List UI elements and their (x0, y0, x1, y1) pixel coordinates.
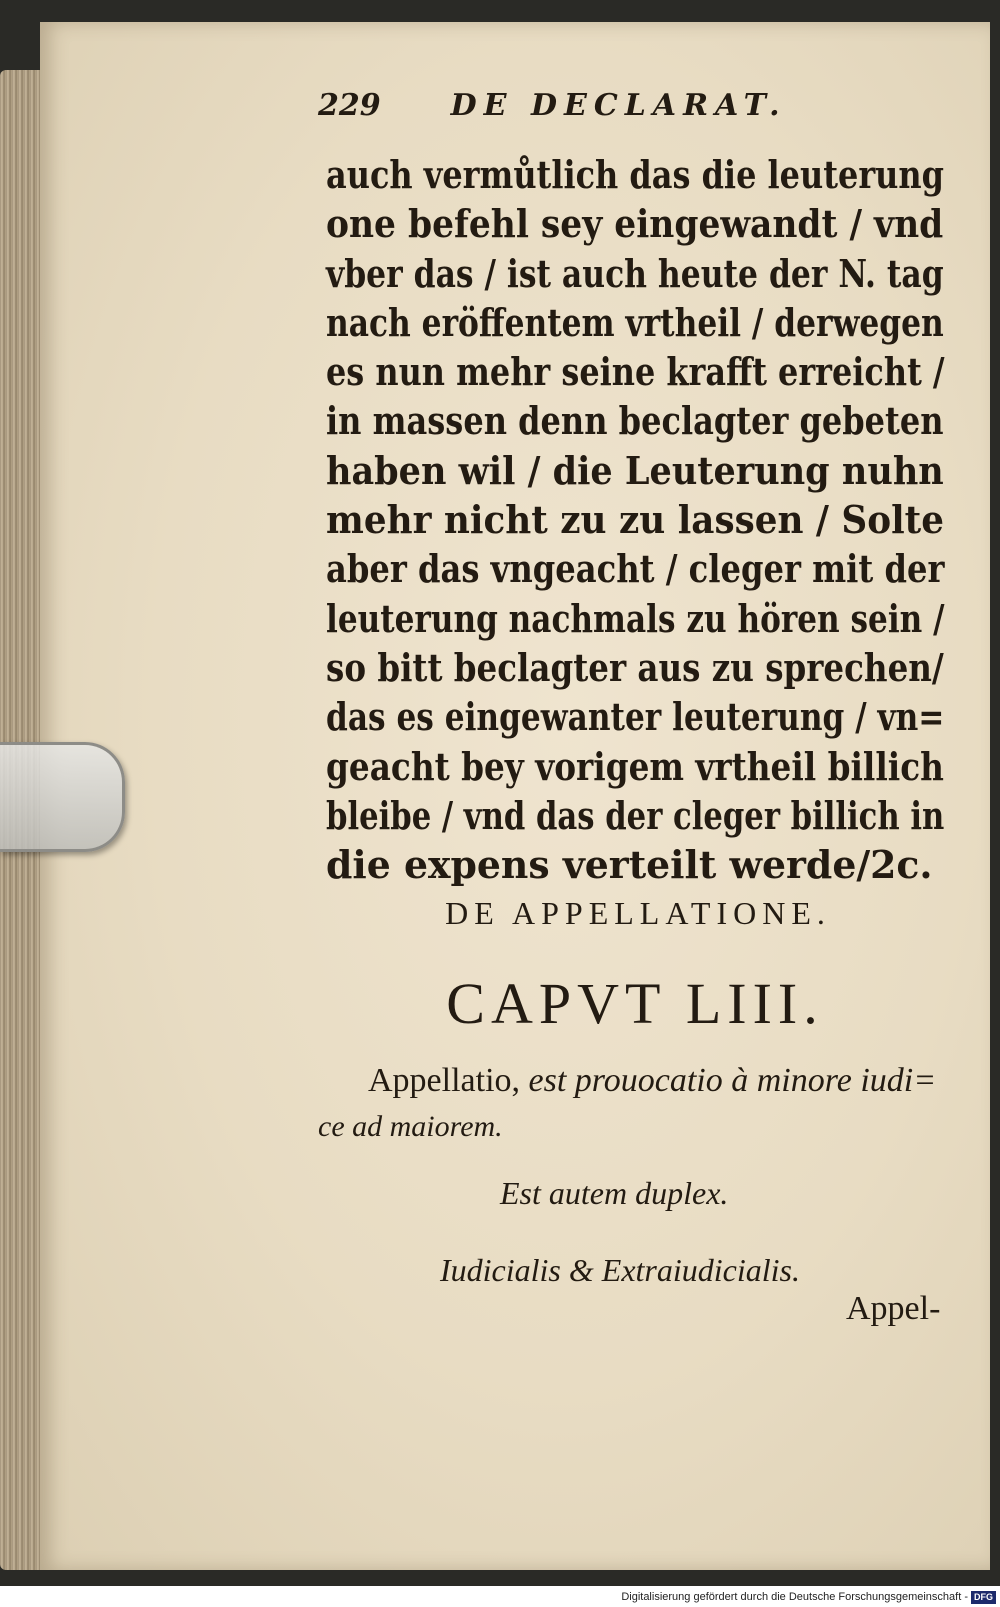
duplex-line: Est autem duplex. (500, 1175, 729, 1211)
body-line: in massen denn beclagter gebeten (326, 398, 944, 444)
body-line: nach eröffentem vrtheil / derwegen (326, 299, 944, 345)
body-line: haben wil / die Leuterung nuhn (326, 447, 944, 493)
page-number: 229 (318, 88, 381, 123)
definition-text: est prouocatio à minore iudi= (528, 1062, 937, 1099)
body-line: vber das / ist auch heute der N. tag (326, 250, 944, 296)
body-line: auch vermůtlich das die leuterung (326, 152, 944, 197)
credit-text: Digitalisierung gefördert durch die Deutsche Forschungsgemeinschaft - (621, 1591, 968, 1603)
body-line: one befehl sey eingewandt / vnd (326, 201, 944, 247)
appeal-kinds-line: Iudicialis & Extraiudicialis. (440, 1252, 800, 1288)
body-line: mehr nicht zu zu lassen / Solte (326, 497, 944, 543)
body-text (326, 150, 948, 889)
body-line: es nun mehr seine krafft erreicht / (326, 349, 945, 395)
section-heading: DE APPELLATIONE. (445, 895, 831, 931)
page-clip-weight (0, 742, 125, 852)
body-line: das es eingewanter leuterung / vn= (326, 694, 945, 740)
body-line: so bitt beclagter aus zu sprechen/ (326, 644, 944, 690)
body-line: leuterung nachmals zu hören sein / (326, 595, 945, 641)
definition-term: Appellatio, (368, 1062, 521, 1099)
definition-line-2: ce ad maiorem. (318, 1110, 503, 1143)
chapter-heading: CAPVT LIII. (446, 971, 824, 1036)
definition-line-1 (368, 1062, 968, 1100)
body-line: aber das vngeacht / cleger mit der (326, 546, 945, 592)
running-title: DE DECLARAT. (450, 88, 787, 123)
body-line: geacht bey vorigem vrtheil billich (326, 743, 944, 789)
catchword: Appel- (846, 1290, 941, 1327)
dfg-logo: DFG (971, 1591, 996, 1604)
running-head (318, 88, 838, 132)
digitization-credit (560, 1589, 996, 1605)
body-line: bleibe / vnd das der cleger billich in (326, 792, 945, 838)
body-line: die expens verteilt werde/2c. (326, 842, 933, 888)
